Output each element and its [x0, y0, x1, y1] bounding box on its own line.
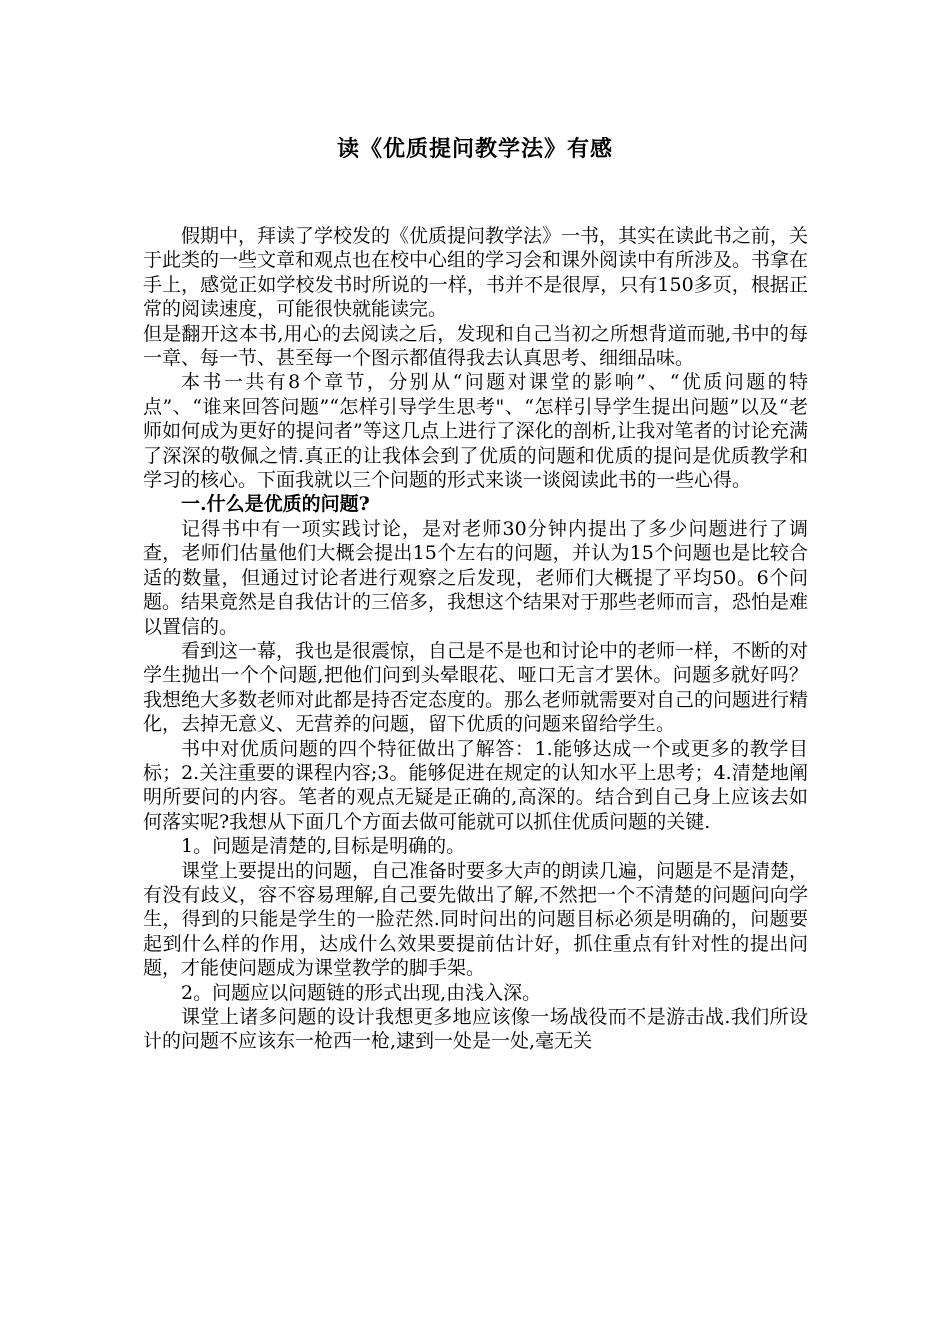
paragraph-point-1: 课堂上要提出的问题，自己准备时要多大声的朗读几遍，问题是不是清楚，有没有歧义，容不容易理解,自己要先做出了解,不然把一个不清楚的问题问向学生，得到的只能是学生的一脸茫然.同时问出的问题目标必须是明确的，问题要起到什么样的作用，达成什么效果要提前估计好，抓住重点有针对性的提出问题，才能使问题成为课堂教学的脚手架。: [143, 859, 809, 980]
point-1-heading: 1。问题是清楚的,目标是明确的。: [181, 835, 466, 858]
section-heading-1: 一.什么是优质的问题?: [181, 493, 370, 516]
document-body: [143, 224, 808, 1054]
paragraph-chapters: 本书一共有8个章节，分别从“问题对课堂的影响”、“优质问题的特点”、“谁来回答问题”“怎样引导学生思考"、“怎样引导学生提出问题”以及“老师如何成为更好的提问者”等这几点上进行了深化的剖析,让我对笔者的讨论充满了深深的敬佩之情.真正的让我体会到了优质的问题和优质的提问是优质教学和学习的核心。下面我就以三个问题的形式来谈一谈阅读此书的一些心得。: [143, 371, 808, 492]
paragraph-reflection: 但是翻开这本书,用心的去阅读之后，发现和自己当初之所想背道而驰,书中的每一章、每一节、甚至每一个图示都值得我去认真思考、细细品味。: [143, 322, 808, 370]
point-2-heading: 2。问题应以问题链的形式出现,由浅入深。: [181, 981, 542, 1004]
paragraph-intro: 假期中，拜读了学校发的《优质提问教学法》一书，其实在读此书之前，关于此类的一些文章和观点也在校中心组的学习会和课外阅读中有所涉及。书拿在手上，感觉正如学校发书时所说的一样，书并不是很厚，只有150多页，根据正常的阅读速度，可能很快就能读完。: [143, 225, 809, 321]
paragraph-survey: 记得书中有一项实践讨论，是对老师30分钟内提出了多少问题进行了调查，老师们估量他们大概会提出15个左右的问题，并认为15个问题也是比较合适的数量，但通过讨论者进行观察之后发现，老师们大概提了平均50。6个问题。结果竟然是自我估计的三倍多，我想这个结果对于那些老师而言，恐怕是难以置信的。: [143, 517, 809, 638]
document-title: 读《优质提问教学法》有感: [336, 136, 613, 162]
paragraph-features: 书中对优质问题的四个特征做出了解答：1.能够达成一个或更多的教学目标；2.关注重要的课程内容;3。能够促进在规定的认知水平上思考；4.清楚地阐明所要问的内容。笔者的观点无疑是正确的,高深的。结合到自己身上应该去如何落实呢?我想从下面几个方面去做可能就可以抓住优质问题的关键.: [143, 737, 808, 833]
paragraph-shock: 看到这一幕，我也是很震惊，自己是不是也和讨论中的老师一样，不断的对学生抛出一个个问题,把他们问到头晕眼花、哑口无言才罢休。问题多就好吗？我想绝大多数老师对此都是持否定态度的。那么老师就需要对自己的问题进行精化，去掉无意义、无营养的问题，留下优质的问题来留给学生。: [143, 639, 809, 736]
paragraph-point-2: 课堂上诸多问题的设计我想更多地应该像一场战役而不是游击战.我们所设计的问题不应该东一枪西一枪,逮到一处是一处,毫无关: [143, 1006, 808, 1053]
